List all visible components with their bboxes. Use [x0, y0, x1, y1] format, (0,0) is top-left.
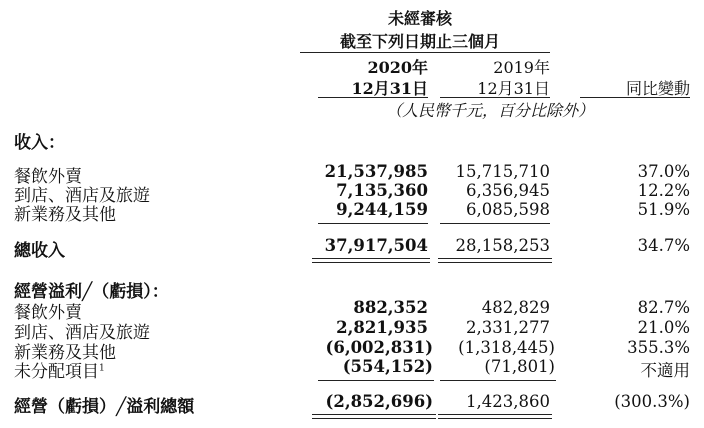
operating-row-label: 新業務及其他 — [14, 343, 116, 363]
operating-total-double-rule — [312, 414, 436, 419]
operating-row-2020: 882,352 — [353, 298, 428, 317]
revenue-row-2019: 6,085,598 — [466, 200, 550, 219]
header-rule — [300, 52, 550, 53]
header-title-1: 未經審核 — [387, 9, 452, 28]
revenue-total-2020: 37,917,504 — [324, 236, 428, 255]
revenue-row-change: 12.2% — [637, 181, 690, 200]
operating-total-2019: 1,423,860 — [466, 392, 550, 411]
operating-row-2019: (71,801) — [484, 357, 555, 376]
header-title-2: 截至下列日期止三個月 — [339, 32, 500, 51]
revenue-row-label: 到店、酒店及旅遊 — [14, 186, 150, 206]
operating-row-2019: 2,331,277 — [466, 318, 550, 337]
operating-row-change: 82.7% — [637, 298, 690, 317]
revenue-total-double-rule — [312, 258, 430, 263]
revenue-total-label: 總收入 — [14, 241, 65, 261]
operating-row-label-text: 未分配項目 — [14, 362, 99, 382]
revenue-row-2019: 6,356,945 — [466, 181, 550, 200]
operating-row-change: 355.3% — [627, 338, 690, 357]
revenue-row-label: 新業務及其他 — [14, 205, 116, 225]
revenue-row-2020: 7,135,360 — [336, 181, 428, 200]
revenue-row-2020: 21,537,985 — [324, 162, 428, 181]
operating-total-change: (300.3%) — [614, 392, 690, 411]
operating-row-change: 21.0% — [637, 318, 690, 337]
revenue-row-label: 餐飲外賣 — [14, 167, 82, 187]
revenue-row-change: 51.9% — [637, 200, 690, 219]
operating-row-2020: 2,821,935 — [336, 318, 428, 337]
revenue-subtotal-rule — [440, 223, 550, 224]
operating-row-2019: 482,829 — [481, 298, 550, 317]
revenue-total-2019: 28,158,253 — [455, 236, 550, 255]
revenue-heading: 收入： — [14, 133, 65, 153]
operating-row-2020: (554,152) — [342, 357, 433, 376]
operating-total-label: 經營（虧損）╱溢利總額 — [14, 397, 195, 417]
operating-row-label: 到店、酒店及旅遊 — [14, 323, 150, 343]
col1-year: 2020年 — [367, 58, 428, 77]
revenue-total-change: 34.7% — [637, 236, 690, 255]
operating-row-change: 不適用 — [640, 361, 690, 380]
operating-total-double-rule — [438, 414, 552, 419]
revenue-row-2019: 15,715,710 — [455, 162, 550, 181]
operating-subtotal-rule — [440, 380, 556, 381]
footnote-marker: 1 — [99, 363, 105, 374]
unit-note: （人民幣千元，百分比除外） — [385, 101, 594, 120]
revenue-total-double-rule — [438, 258, 552, 263]
revenue-subtotal-rule — [318, 223, 428, 224]
operating-row-label: 餐飲外賣 — [14, 303, 82, 323]
operating-subtotal-rule — [318, 380, 434, 381]
col2-date: 12月31日 — [477, 79, 550, 98]
col2-year: 2019年 — [493, 58, 550, 77]
col3-header: 同比變動 — [625, 79, 690, 98]
operating-total-2020: (2,852,696) — [325, 392, 433, 411]
revenue-row-2020: 9,244,159 — [336, 200, 428, 219]
operating-row-2019: (1,318,445) — [458, 338, 555, 357]
revenue-row-change: 37.0% — [637, 162, 690, 181]
operating-row-2020: (6,002,831) — [325, 338, 433, 357]
col1-date: 12月31日 — [351, 79, 428, 98]
operating-row-label — [14, 357, 105, 382]
operating-heading: 經營溢利╱（虧損）： — [14, 282, 169, 302]
